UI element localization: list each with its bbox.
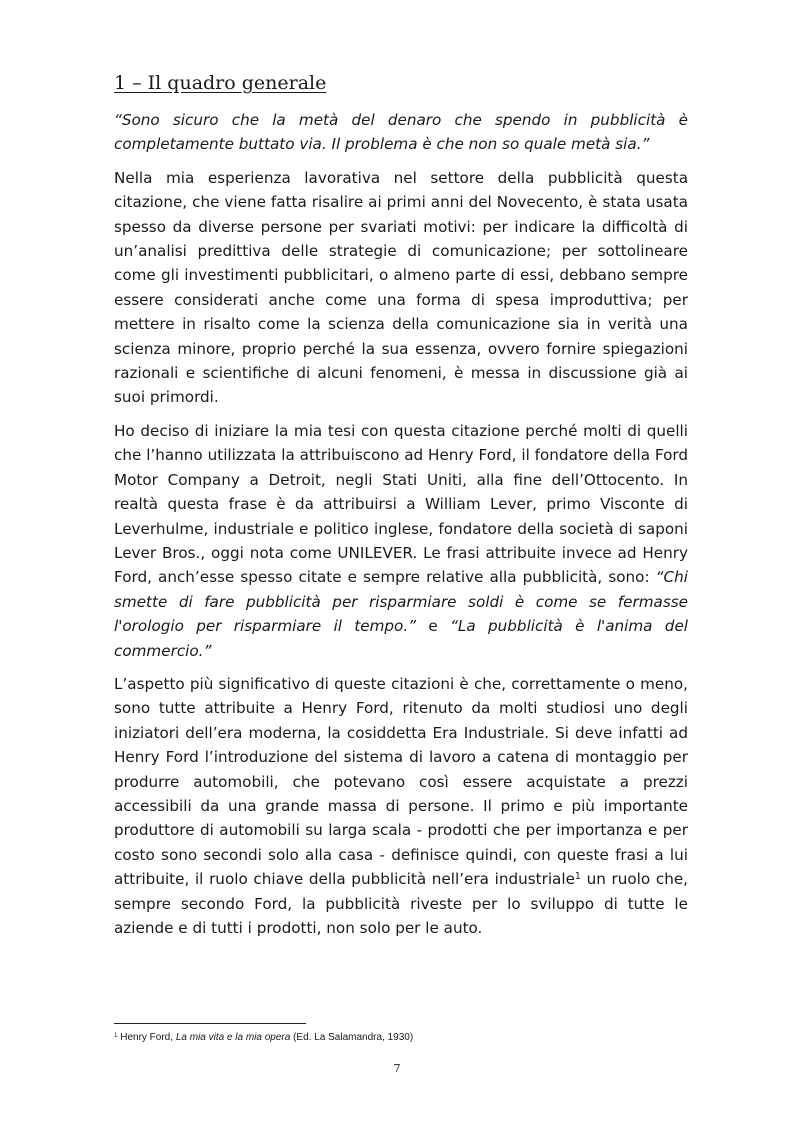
paragraph-3-text: L’aspetto più significativo di queste citazioni è che, correttamente o meno, sono tutte attribuite a Henry Ford, ritenuto da molti studiosi uno degli iniziatori dell’era moderna, la cosiddetta Era Industriale. Si deve infatti ad Henry Ford l’introduzione del sistema di lavoro a catena di montaggio per produrre automobili, che potevano così essere acquistate a prezzi accessibili da una grande massa di persone. Il primo e più importante produttore di automobili su larga scala - prodotti che per importanza e per costo sono secondi solo alla casa - definisce quindi, con queste frasi a lui attribuite, il ruolo chiave della pubblicità nell’era industriale	[114, 674, 688, 889]
footnote-title: La mia vita e la mia opera	[175, 1032, 291, 1043]
opening-quote: “Sono sicuro che la metà del denaro che spendo in pubblicità è completamente buttato via. Il problema è che non so quale metà sia.”	[114, 111, 688, 154]
body-text	[114, 108, 688, 949]
paragraph-2-text: Ho deciso di iniziare la mia tesi con questa citazione perché molti di quelli che l’hanno utilizzata la attribuiscono ad Henry Ford, il fondatore della Ford Motor Company a Detroit, negli Stati Uniti, alla fine dell’Ottocento. In realtà questa frase è da attribuirsi a William Lever, primo Visconte di Leverhulme, industriale e politico inglese, fondatore della società di saponi Lever Bros., oggi nota come UNILEVER. Le frasi attribuite invece ad Henry Ford, anch’esse spesso citate e sempre relative alla pubblicità, sono:	[114, 421, 688, 587]
footnote-number: 1	[114, 1031, 118, 1039]
paragraph-2-connector: e	[416, 617, 451, 636]
paragraph-3-tail: un ruolo che, sempre secondo Ford, la pubblicità riveste per lo sviluppo di tutte le aziende e di tutti i prodotti, non solo per le auto.	[114, 870, 688, 937]
footnote-publisher: (Ed. La Salamandra, 1930)	[290, 1032, 414, 1043]
page-number: 7	[393, 1062, 401, 1075]
paragraph-2	[114, 419, 688, 663]
footnote-separator	[114, 1023, 306, 1024]
paragraph-1: Nella mia esperienza lavorativa nel settore della pubblicità questa citazione, che viene fatta risalire ai primi anni del Novecento, è stata usata spesso da diverse persone per svariati motivi: per indicare la difficoltà di un’analisi predittiva delle strategie di comunicazione; per sottolineare come gli investimenti pubblicitari, o almeno parte di essi, debbano sempre essere considerati anche come una forma di spesa improduttiva; per mettere in risalto come la scienza della comunicazione sia in verità una scienza minore, proprio perché la sua essenza, ovvero fornire spiegazioni razionali e scientifiche di alcuni fenomeni, è messa in discussione già ai suoi primordi.	[114, 168, 688, 407]
footnote-reference: 1	[574, 871, 581, 883]
ford-quote-1: “Chi smette di fare pubblicità per risparmiare soldi è come se fermasse l'orologio per risparmiare il tempo.”	[114, 568, 688, 636]
footnote-author: Henry Ford,	[117, 1032, 176, 1043]
ford-quote-2: “La pubblicità è l'anima del commercio.”	[114, 617, 689, 660]
section-heading: 1 – Il quadro generale	[114, 72, 327, 94]
paragraph-3	[114, 672, 688, 940]
footnote	[114, 1032, 688, 1043]
